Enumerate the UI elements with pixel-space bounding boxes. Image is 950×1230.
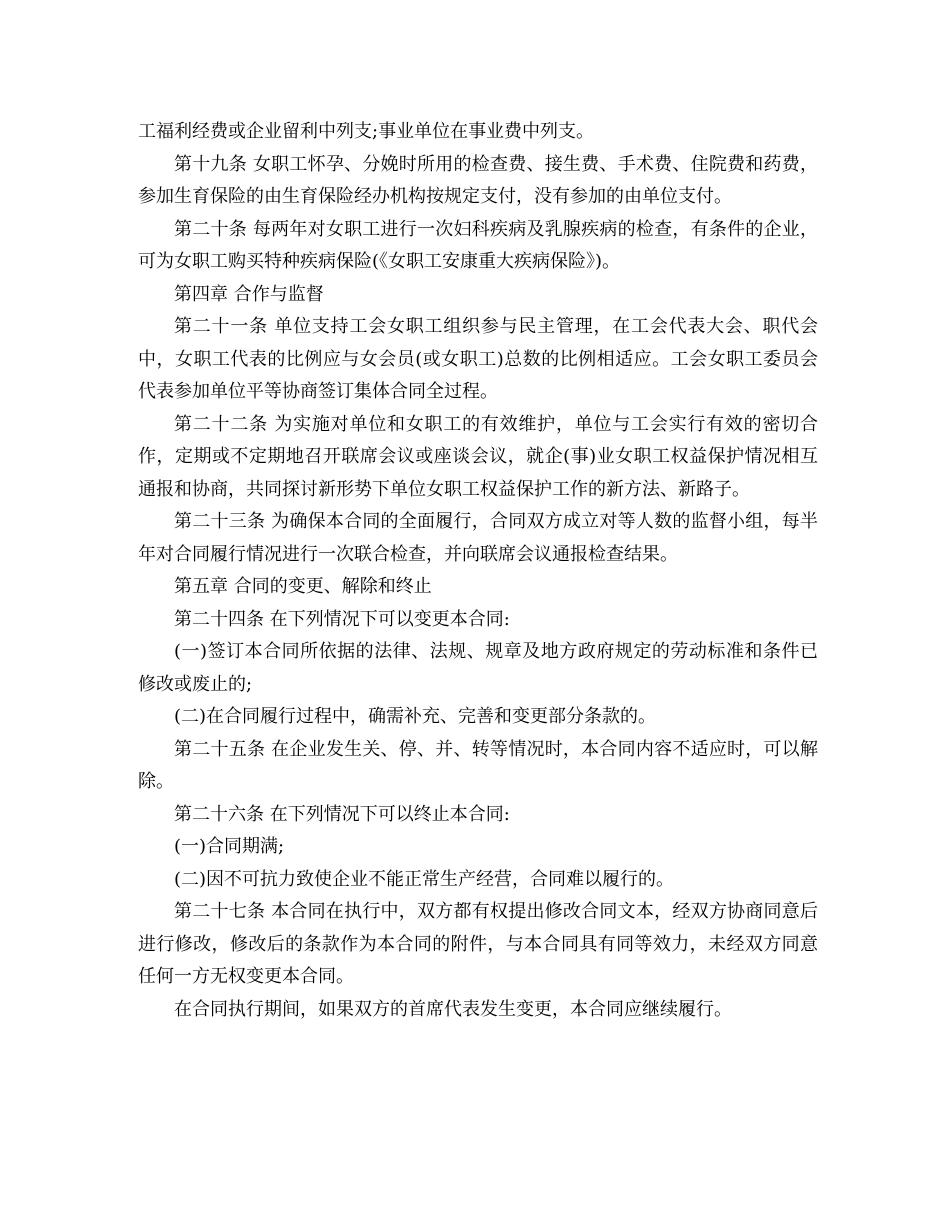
paragraph-continuation: 工福利经费或企业留利中列支;事业单位在事业费中列支。 — [138, 121, 595, 142]
document-body — [138, 116, 818, 1026]
paragraph-article-19: 第十九条 女职工怀孕、分娩时所用的检查费、接生费、手术费、住院费和药费，参加生育保险的由生育保险经办机构按规定支付，没有参加的由单位支付。 — [138, 153, 818, 207]
paragraph-article-23: 第二十三条 为确保本合同的全面履行，合同双方成立对等人数的监督小组，每半年对合同履行情况进行一次联合检查，并向联席会议通报检查结果。 — [138, 511, 818, 565]
paragraph-article-25: 第二十五条 在企业发生关、停、并、转等情况时，本合同内容不适应时，可以解除。 — [138, 738, 818, 792]
paragraph-final: 在合同执行期间，如果双方的首席代表发生变更，本合同应继续履行。 — [174, 998, 732, 1020]
list-item-26-1: (一)合同期满; — [174, 836, 285, 857]
paragraph-article-26: 第二十六条 在下列情况下可以终止本合同: — [174, 803, 510, 825]
paragraph-article-21: 第二十一条 单位支持工会女职工组织参与民主管理，在工会代表大会、职代会中，女职工代表的比例应与女会员(或女职工)总数的比例相适应。工会女职工委员会代表参加单位平等协商签订集体合同全过程。 — [138, 316, 818, 402]
paragraph-article-20: 第二十条 每两年对女职工进行一次妇科疾病及乳腺疾病的检查，有条件的企业，可为女职工购买特种疾病保险(《女职工安康重大疾病保险》)。 — [138, 218, 818, 272]
paragraph-article-22: 第二十二条 为实施对单位和女职工的有效维护，单位与工会实行有效的密切合作，定期或不定期地召开联席会议或座谈会议，就企(事)业女职工权益保护情况相互通报和协商，共同探讨新形势下单位女职工权益保护工作的新方法、新路子。 — [138, 413, 818, 500]
paragraph-article-27: 第二十七条 本合同在执行中，双方都有权提出修改合同文本，经双方协商同意后进行修改，修改后的条款作为本合同的附件，与本合同具有同等效力，未经双方同意任何一方无权变更本合同。 — [138, 901, 818, 987]
list-item-24-2: (二)在合同履行过程中，确需补充、完善和变更部分条款的。 — [174, 706, 657, 727]
list-item-24-1: (一)签订本合同所依据的法律、法规、规章及地方政府规定的劳动标准和条件已修改或废止的; — [138, 641, 818, 695]
chapter-heading-4: 第四章 合作与监督 — [174, 283, 324, 305]
paragraph-article-24: 第二十四条 在下列情况下可以变更本合同: — [174, 608, 510, 630]
list-item-26-2: (二)因不可抗力致使企业不能正常生产经营，合同难以履行的。 — [174, 868, 675, 890]
chapter-heading-5: 第五章 合同的变更、解除和终止 — [174, 576, 432, 597]
